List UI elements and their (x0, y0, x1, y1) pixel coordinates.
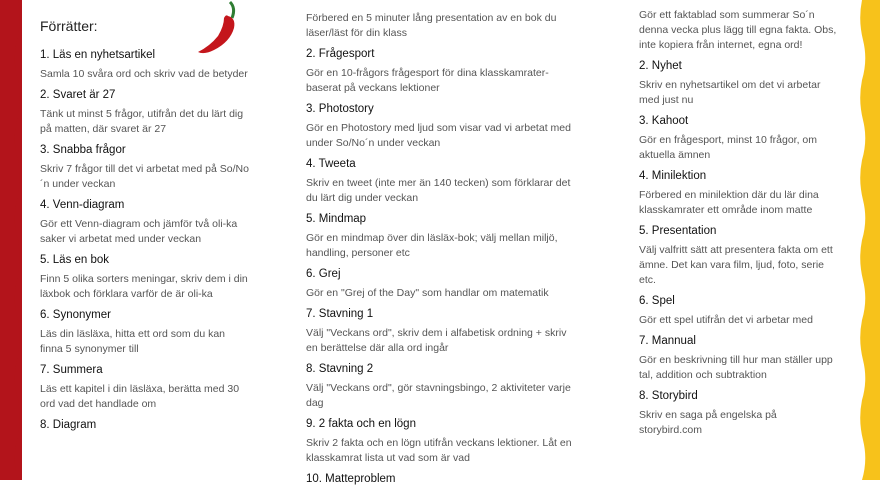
item-description: Skriv en saga på engelska på storybird.com (639, 409, 777, 436)
list-item (40, 308, 250, 357)
list-item (639, 114, 839, 163)
list-item (306, 157, 576, 206)
item-title: 4. Venn-diagram (40, 199, 125, 211)
item-title: 7. Stavning 1 (306, 308, 374, 320)
list-item (306, 102, 576, 151)
item-title: 2. Svaret är 27 (40, 89, 116, 101)
item-title: 5. Läs en bok (40, 254, 110, 266)
list-item (40, 418, 250, 432)
list-item (40, 143, 250, 192)
item-description: Läs ett kapitel i din läsläxa, berätta med 30 ord vad det handlade om (40, 383, 240, 410)
item-title: 3. Kahoot (639, 115, 689, 127)
list-item (306, 362, 576, 411)
item-title: 6. Spel (639, 295, 675, 307)
item-title: 8. Diagram (40, 419, 97, 431)
item-description: Gör ett faktablad som summerar So´n denna vecka plus lägg till egna fakta. Obs, inte kopiera från internet, egna ord! (639, 9, 837, 51)
item-description: Skriv en nyhetsartikel om det vi arbetar med just nu (639, 79, 821, 106)
item-title: 3. Photostory (306, 103, 374, 115)
item-title: 4. Minilektion (639, 170, 707, 182)
item-description: Gör en "Grej of the Day" som handlar om matematik (306, 287, 549, 299)
item-title: 8. Storybird (639, 390, 698, 402)
list-item (40, 253, 250, 302)
item-description: Tänk ut minst 5 frågor, utifrån det du lärt dig på matten, där svaret är 27 (40, 108, 244, 135)
column-3 (639, 4, 839, 438)
list-item (639, 59, 839, 108)
list-item (639, 389, 839, 438)
list-item (306, 417, 576, 466)
list-item (40, 198, 250, 247)
item-description: Gör en mindmap över din läsläx-bok; välj mellan miljö, handling, personer etc (306, 232, 558, 259)
item-description: Skriv en tweet (inte mer än 140 tecken) som förklarar det du lärt dig under veckan (306, 177, 571, 204)
item-title: 2. Frågesport (306, 48, 375, 60)
item-title: 9. 2 fakta och en lögn (306, 418, 416, 430)
list-item (306, 472, 576, 486)
item-description: Välj valfritt sätt att presentera fakta om ett ämne. Det kan vara film, ljud, foto, serie etc. (639, 244, 833, 286)
item-description: Skriv 7 frågor till det vi arbetat med på So/No´n under veckan (40, 163, 249, 190)
item-description: Gör en beskrivning till hur man ställer upp tal, addition och subtraktion (639, 354, 833, 381)
item-title: 10. Matteproblem (306, 473, 396, 485)
column-1 (40, 0, 250, 432)
item-description: Gör en 10-frågors frågesport för dina klasskamrater-baserat på veckans lektioner (306, 67, 549, 94)
list-item (639, 169, 839, 218)
list-item (639, 294, 839, 328)
item-description: Finn 5 olika sorters meningar, skriv dem i din läxbok och förklara varför de är oli-ka (40, 273, 248, 300)
item-title: 8. Stavning 2 (306, 363, 374, 375)
item-title: 1. Läs en nyhetsartikel (40, 49, 156, 61)
list-item (306, 267, 576, 301)
list-item (306, 47, 576, 96)
item-description: Förbered en minilektion där du lär dina klasskamrater ett område inom matte (639, 189, 819, 216)
item-description: Gör en Photostory med ljud som visar vad vi arbetat med under So/No´n under veckan (306, 122, 571, 149)
item-description: Förbered en 5 minuter lång presentation av en bok du läser/läst för din klass (306, 12, 557, 39)
list-item (40, 363, 250, 412)
item-title: 7. Summera (40, 364, 103, 376)
item-title: 6. Synonymer (40, 309, 111, 321)
list-item (40, 88, 250, 137)
item-title: 6. Grej (306, 268, 341, 280)
column-2 (306, 6, 576, 486)
item-title: 5. Mindmap (306, 213, 367, 225)
section-heading: Förrätter: (40, 18, 98, 34)
item-description: Välj "Veckans ord", gör stavningsbingo, 2 aktiviteter varje dag (306, 382, 571, 409)
list-item (639, 224, 839, 288)
item-description: Skriv 2 fakta och en lögn utifrån veckans lektioner. Låt en klasskamrat lista ut vad som är vad (306, 437, 572, 464)
item-title: 5. Presentation (639, 225, 717, 237)
item-title: 4. Tweeta (306, 158, 356, 170)
item-title: 2. Nyhet (639, 60, 682, 72)
right-yellow-border (856, 0, 880, 480)
item-description: Läs din läsläxa, hitta ett ord som du kan finna 5 synonymer till (40, 328, 226, 355)
item-title: 7. Mannual (639, 335, 696, 347)
left-red-border (0, 0, 22, 480)
item-description: Gör ett spel utifrån det vi arbetar med (639, 314, 813, 326)
item-description: Samla 10 svåra ord och skriv vad de betyder (40, 68, 248, 80)
item-description: Gör ett Venn-diagram och jämför två oli-ka saker vi arbetat med under veckan (40, 218, 238, 245)
list-item (40, 48, 250, 82)
item-description: Välj "Veckans ord", skriv dem i alfabetisk ordning + skriv en berättelse där alla ord ingår (306, 327, 567, 354)
item-description: Gör en frågesport, minst 10 frågor, om aktuella ämnen (639, 134, 817, 161)
list-item (306, 212, 576, 261)
item-title: 3. Snabba frågor (40, 144, 126, 156)
list-item (306, 307, 576, 356)
list-item (639, 334, 839, 383)
